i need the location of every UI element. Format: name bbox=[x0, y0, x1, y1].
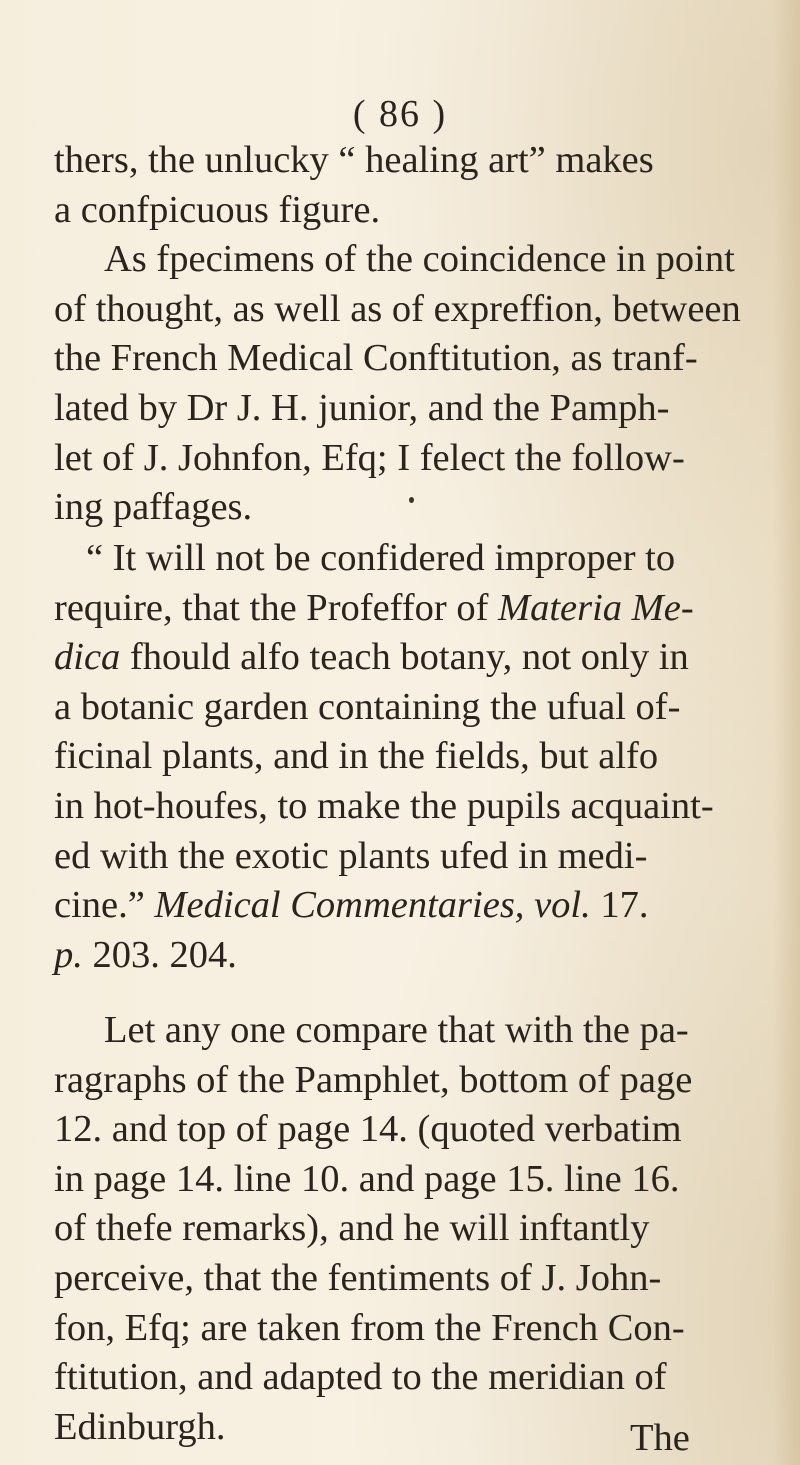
citation-title: Medical Commentaries, bbox=[154, 884, 525, 927]
quote-line: in hot-houfes, to make the pupils acquaint- bbox=[54, 784, 714, 827]
text-line: let of J. Johnfon, Efq; I felect the follow- bbox=[54, 436, 685, 479]
citation-pages: 203. 204. bbox=[92, 933, 237, 976]
text-line: ragraphs of the Pamphlet, bottom of page bbox=[54, 1058, 693, 1101]
stray-ink-dot bbox=[409, 497, 414, 503]
quote-line bbox=[54, 584, 774, 634]
text-line: Edinburgh. bbox=[54, 1405, 226, 1448]
page-edge-shadow bbox=[772, 0, 800, 1465]
citation-volume: 17. bbox=[600, 884, 649, 927]
text-line: of thefe remarks), and he will inftantly bbox=[54, 1207, 650, 1250]
quotation bbox=[54, 534, 774, 980]
citation-line bbox=[54, 931, 774, 981]
paragraph-1 bbox=[54, 136, 774, 533]
text-line: fon, Efq; are taken from the French Con- bbox=[54, 1306, 685, 1349]
italic-term: Materia Me- bbox=[498, 586, 694, 629]
quote-text: require, that the Profeffor of bbox=[54, 586, 489, 629]
catchword: The bbox=[630, 1417, 690, 1459]
text-line: ing paffages. bbox=[54, 486, 253, 529]
quote-line bbox=[54, 633, 774, 683]
page-number: ( 86 ) bbox=[352, 93, 448, 135]
text-line: a confpicuous figure. bbox=[54, 188, 381, 231]
citation-page-label: p. bbox=[54, 933, 83, 976]
text-line: ftitution, and adapted to the meridian of bbox=[54, 1356, 667, 1399]
quote-line: ed with the exotic plants ufed in medi- bbox=[54, 834, 648, 877]
text-line: of thought, as well as of expreffion, between bbox=[54, 287, 741, 330]
quote-text: fhould alfo teach botany, not only in bbox=[129, 636, 689, 679]
text-line: Let any one compare that with the pa- bbox=[104, 1009, 689, 1051]
quote-line: ficinal plants, and in the fields, but alfo bbox=[54, 735, 659, 778]
text-line: in page 14. line 10. and page 15. line 16. bbox=[54, 1157, 680, 1200]
text-line: the French Medical Conftitution, as tranf- bbox=[54, 337, 698, 380]
quote-text: cine.” bbox=[54, 884, 145, 927]
quote-line: a botanic garden containing the ufual of- bbox=[54, 685, 681, 728]
citation-line bbox=[54, 881, 774, 931]
quote-line: “ It will not be confidered improper to bbox=[86, 537, 676, 579]
text-line: 12. and top of page 14. (quoted verbatim bbox=[54, 1108, 682, 1151]
paragraph-3 bbox=[54, 1006, 774, 1452]
italic-term: dica bbox=[54, 636, 121, 679]
text-line: lated by Dr J. H. junior, and the Pamph- bbox=[54, 386, 670, 429]
text-line: perceive, that the fentiments of J. John- bbox=[54, 1256, 662, 1299]
text-line: As fpecimens of the coincidence in point bbox=[104, 238, 735, 281]
text-line: thers, the unlucky “ healing art” makes bbox=[54, 139, 654, 181]
citation-volume-label: vol. bbox=[534, 884, 591, 927]
